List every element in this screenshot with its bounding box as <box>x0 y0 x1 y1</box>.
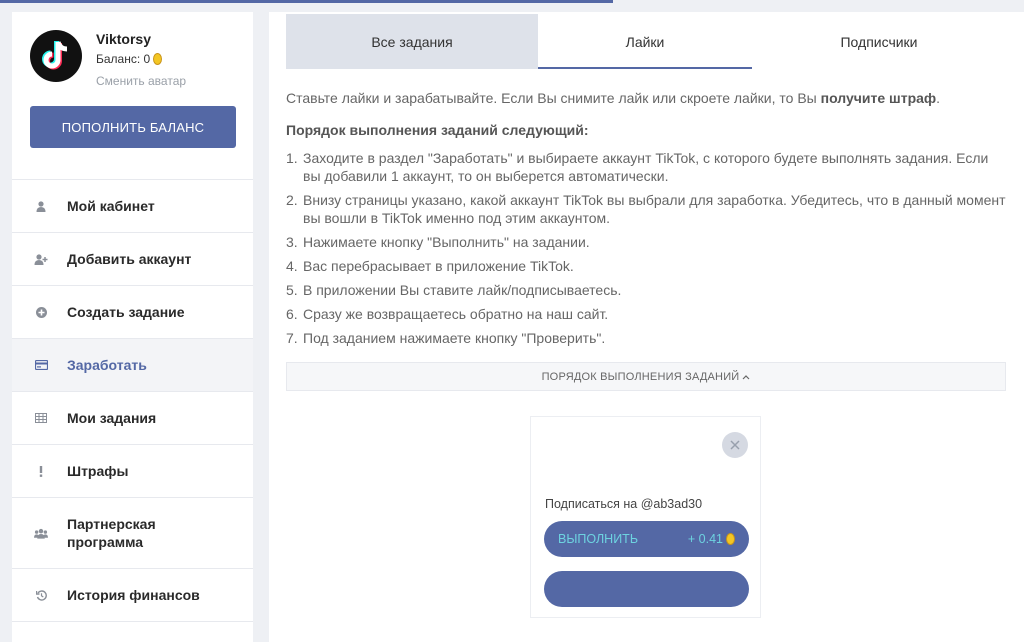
sidebar-item-partner[interactable] <box>12 498 253 569</box>
credit-card-icon <box>34 358 48 372</box>
coin-icon <box>726 533 735 545</box>
sidebar-item-label: Мои задания <box>67 410 157 426</box>
step-text: Нажимаете кнопку "Выполнить" на задании. <box>303 234 590 250</box>
step-number: 6. <box>286 306 298 322</box>
intro-text <box>286 89 1006 107</box>
step-number: 1. <box>286 150 298 166</box>
table-icon <box>34 411 48 425</box>
step-number: 4. <box>286 258 298 274</box>
task-reward <box>688 532 735 546</box>
sidebar-item-label: Добавить аккаунт <box>67 251 192 267</box>
sidebar-item-cabinet[interactable] <box>12 180 253 233</box>
balance-label: Баланс: 0 <box>96 52 151 66</box>
user-icon <box>34 199 48 213</box>
tab-likes[interactable]: Лайки <box>538 14 752 69</box>
tab-all-tasks[interactable]: Все задания <box>286 14 538 69</box>
user-plus-icon <box>34 252 48 266</box>
collapse-label: ПОРЯДОК ВЫПОЛНЕНИЯ ЗАДАНИЙ <box>541 370 740 383</box>
step-number: 2. <box>286 192 298 208</box>
chevron-up-icon <box>742 374 750 380</box>
plus-circle-icon <box>34 305 48 319</box>
step-text: Сразу же возвращаетесь обратно на наш сайт. <box>303 306 609 322</box>
list-item <box>286 191 1006 227</box>
sidebar-item-label: Создать задание <box>67 304 185 320</box>
list-item <box>286 233 1006 251</box>
execute-task-button[interactable] <box>544 521 749 557</box>
steps-list <box>286 149 1006 353</box>
sidebar-item-label: Заработать <box>67 357 147 373</box>
sidebar-item-label: Партнерская программа <box>67 516 156 550</box>
list-item <box>286 281 1006 299</box>
sidebar-item-fines[interactable] <box>12 445 253 498</box>
tiktok-logo-icon <box>40 38 72 74</box>
coin-icon <box>153 53 162 65</box>
execute-label: ВЫПОЛНИТЬ <box>558 532 639 546</box>
list-item <box>286 257 1006 275</box>
step-number: 7. <box>286 330 298 346</box>
close-task-button[interactable] <box>722 432 748 458</box>
avatar[interactable] <box>30 30 82 82</box>
collapse-instructions-toggle[interactable] <box>286 362 1006 391</box>
balance <box>96 52 162 66</box>
history-icon <box>34 588 48 602</box>
main-panel <box>269 12 1024 642</box>
profile-card <box>12 12 253 180</box>
task-description: Подписаться на @ab3ad30 <box>545 497 703 511</box>
sidebar-item-history[interactable] <box>12 569 253 622</box>
step-text: Вас перебрасывает в приложение TikTok. <box>303 258 574 274</box>
list-item <box>286 305 1006 323</box>
progress-bar-fill <box>0 0 613 3</box>
progress-bar <box>0 0 1024 3</box>
task-tabs <box>286 14 1006 69</box>
sidebar-item-label: История финансов <box>67 587 200 603</box>
intro-penalty: получите штраф <box>820 90 937 106</box>
exclamation-icon <box>34 464 48 478</box>
step-text: Под заданием нажимаете кнопку "Проверить". <box>303 330 606 346</box>
sidebar-item-my-tasks[interactable] <box>12 392 253 445</box>
list-item <box>286 149 1006 185</box>
tab-subscribers[interactable]: Подписчики <box>840 33 918 50</box>
change-avatar-link[interactable]: Сменить аватар <box>96 74 187 88</box>
sidebar-item-earn[interactable] <box>12 339 253 392</box>
step-text: В приложении Вы ставите лайк/подписываетесь. <box>303 282 622 298</box>
topup-balance-button[interactable]: ПОПОЛНИТЬ БАЛАНС <box>30 106 236 148</box>
sidebar-item-label: Штрафы <box>67 463 129 479</box>
list-item <box>286 329 1006 347</box>
sidebar-menu <box>12 180 253 622</box>
users-icon <box>34 526 48 540</box>
step-number: 3. <box>286 234 298 250</box>
task-card <box>530 416 761 618</box>
intro-end: . <box>936 90 941 106</box>
step-number: 5. <box>286 282 298 298</box>
sidebar-item-add-account[interactable] <box>12 233 253 286</box>
close-icon <box>730 440 740 450</box>
step-text: Заходите в раздел "Заработать" и выбираете аккаунт TikTok, с которого будете выполнять задания. Если вы добавили 1 аккаунт, то он выберется автоматически. <box>303 150 989 184</box>
username: Viktorsy <box>96 31 151 47</box>
reward-value: + 0.41 <box>687 532 723 546</box>
step-text: Внизу страницы указано, какой аккаунт TikTok вы выбрали для заработка. Убедитесь, что в данный момент вы вошли в TikTok именно под этим аккаунтом. <box>303 192 1006 226</box>
sidebar <box>12 12 253 642</box>
check-task-button[interactable] <box>544 571 749 607</box>
order-title: Порядок выполнения заданий следующий: <box>286 122 589 138</box>
sidebar-item-label: Мой кабинет <box>67 198 155 214</box>
sidebar-item-create-task[interactable] <box>12 286 253 339</box>
intro-main: Ставьте лайки и зарабатывайте. Если Вы снимите лайк или скроете лайки, то Вы <box>286 90 821 106</box>
